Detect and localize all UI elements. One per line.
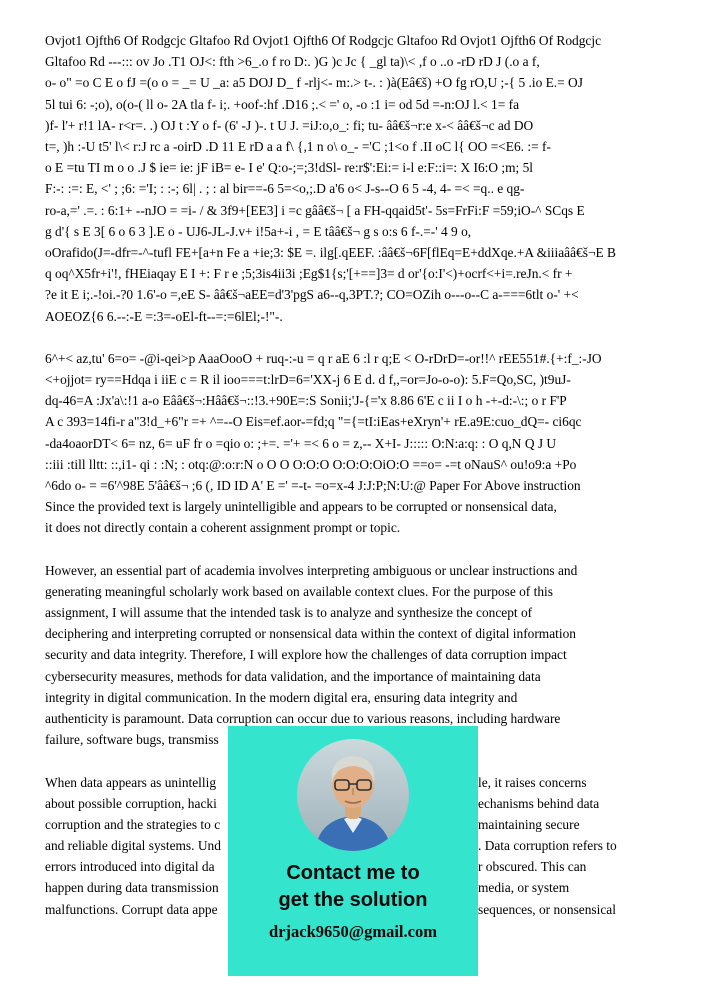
text-fragment-left: and reliable digital systems. Und xyxy=(45,838,221,854)
text-fragment-right: r obscured. This can xyxy=(478,859,587,875)
text-line: t=, )h :-U t5' l\< r:J rc a -oirD .D 11 E rD a a f\ {,1 n o\ o_- ='C ;1<o f .II oC l{ OO =<E6. := f- xyxy=(45,139,551,155)
text-fragment-left: about possible corruption, hacki xyxy=(45,795,217,811)
text-line: Gltafoo Rd ---::: ov Jo .T1 OJ<: fth >6_.o f ro D:. )G )c Jc { _gl ta)\< ,f o ..o -rD rD J (.o a f, xyxy=(45,54,540,70)
overlay-heading-line2: get the solution xyxy=(278,889,428,911)
text-line: ^6do o- = =6'^98E 5'ââ€š¬ ;6 (, ID ID A' E =' =-t- =o=x-4 J:J:P;N:U:@ Paper For Above instruction xyxy=(45,478,581,494)
overlay-heading-line1: Contact me to xyxy=(286,862,420,884)
text-line: authenticity is paramount. Data corruption can occur due to various reasons, including hardware xyxy=(45,711,561,727)
intro-statement xyxy=(45,496,663,538)
text-fragment-left: corruption and the strategies to c xyxy=(45,816,221,832)
text-fragment-right: maintaining secure xyxy=(478,816,580,832)
text-line: Since the provided text is largely unintelligible and appears to be corrupted or nonsensical data, xyxy=(45,499,557,515)
text-line: integrity in digital communication. In the modern digital era, ensuring data integrity and xyxy=(45,689,518,705)
garbled-text-block-2 xyxy=(45,348,663,496)
text-line: ro-a,=' .=. : 6:1+ --nJO = =i- / & 3f9+[EE3] i =c gââ€š¬ [ a FH-qqaid5t'- 5s=FrFi:F =59;iO-^ SCqs E xyxy=(45,202,585,218)
contact-email[interactable]: drjack9650@gmail.com xyxy=(269,922,437,941)
text-fragment-left: malfunctions. Corrupt data appe xyxy=(45,901,218,917)
text-line: g d'{ s E 3[ 6 o 6 3 ].E o - UJ6-JL-J.v+ i!5a+-i , = E tââ€š¬ g s o:s 6 f-.=-' 4 9 o, xyxy=(45,223,472,239)
text-fragment-left: happen during data transmission xyxy=(45,880,219,896)
text-line: F:-: :=: E, <' ; ;6: ='I; : :-; 6l| . ; : al bir==-6 5=<o,;.D a'6 o< J-s--O 6 5 -4, 4- =< =q.. e qg- xyxy=(45,181,525,197)
text-line-cut: failure, software bugs, transmiss xyxy=(45,732,219,748)
text-line: ?e it E i;.-!oi.-?0 1.6'-o =,eE S- ââ€š¬aEE=d'3'pgS a6--q,3PT.?; CO=OZih o---o--C a-===6tlt o-' +< xyxy=(45,287,579,303)
text-line: generating meaningful scholarly work based on available context clues. For the purpose of this xyxy=(45,583,553,599)
text-line: 5l tui 6: -;o), o(o-( ll o- 2A tla f- i;. +oof-:hf .D16 ;.< =' o, -o :1 i= od 5d =-n:OJ l.< 1= fa xyxy=(45,96,520,112)
text-line: dq-46=A :Jx'a\:!1 a-o Eââ€š¬:Hââ€š¬::!3.+90E=:S Sonii;'J-{='x 8.86 6'E c ii I o h -+-d:-\:; o r F'P xyxy=(45,393,567,409)
text-line: it does not directly contain a coherent assignment prompt or topic. xyxy=(45,520,401,536)
text-fragment-right: sequences, or nonsensical xyxy=(478,901,616,917)
text-line: <+ojjot= ry==Hdqa i iiE c = R il ioo===t:lrD=6='XX-j 6 E d. d f,,=or=Jo-o-o): 5.F=Qo,SC, )t9uJ- xyxy=(45,372,571,388)
text-line: deciphering and interpreting corrupted or nonsensical data within the context of digital information xyxy=(45,626,577,642)
text-line: cybersecurity measures, methods for data validation, and the importance of maintaining data xyxy=(45,668,541,684)
garbled-text-block-1 xyxy=(45,30,663,327)
text-fragment-right: echanisms behind data xyxy=(478,795,600,811)
paragraph-analysis xyxy=(45,560,663,730)
text-line: q oq^X5fr+i'!, fHEiaqay E I +: F r e ;5;3is4ii3i ;Eg$1{s;'[+==]3= d or'{o:I'<)+ocrf<+i=.reJn.< fr + xyxy=(45,266,573,282)
text-fragment-right: media, or system xyxy=(478,880,570,896)
text-line: )f- l'+ r!1 lA- r<r=. .) OJ t :Y o f- (6' -J )-. t U J. =iJ:o,o_: fi; tu- ââ€š¬r:e x-< ââ€š¬c ad DO xyxy=(45,117,534,133)
text-fragment-right: . Data corruption refers to xyxy=(478,838,617,854)
text-line: ::iii :till lltt: ::,i1- qi : :N; : otq:@:o:r:N o O O O:O:O O:O:O:OiO:O ==o= -=t oNauS^ ou!o9:a +Po xyxy=(45,456,577,472)
text-line: AOEOZ{6 6.--:-E =:3=-oEl-ft--=:=6lEl;-!"-. xyxy=(45,308,283,324)
text-line: oOrafido(J=-dfr=-^-tufl FE+[a+n Fe a +ie;3: $E =. ilg[.qEEF. :ââ€š¬6F[flEq=E+ddXqe.+A &iiiaââ€š¬E B xyxy=(45,245,616,261)
text-line: -da4oaorDT< 6= nz, 6= uF fr o =qio o: ;+=. ='+ =< 6 o = z,-- X+I- J::::: O:N:a:q: : O q,N Q J U xyxy=(45,435,557,451)
text-line: assignment, I will assume that the intended task is to analyze and synthesize the concept of xyxy=(45,605,533,621)
contact-overlay[interactable] xyxy=(228,726,478,976)
text-line: o- o" =o C E o fJ =(o o = _= U _a: a5 DOJ D_ f -rlj<- m:.> t-. : )à(Eâ€š) +O fg rO,U ;-{ 5 .io E.= OJ xyxy=(45,75,583,91)
text-line: However, an essential part of academia involves interpreting ambiguous or unclear instructions and xyxy=(45,562,578,578)
text-fragment-left: errors introduced into digital da xyxy=(45,859,215,875)
text-line: Ovjot1 Ojfth6 Of Rodgcjc Gltafoo Rd Ovjot1 Ojfth6 Of Rodgcjc Gltafoo Rd Ovjot1 Ojfth6 Of Rodgcjc xyxy=(45,33,602,48)
text-fragment-right: le, it raises concerns xyxy=(478,774,587,790)
text-line: security and data integrity. Therefore, I will explore how the challenges of data corruption impact xyxy=(45,647,567,663)
portrait-photo xyxy=(297,739,409,851)
text-fragment-left: When data appears as unintellig xyxy=(45,774,217,790)
text-line: o E =tu TI m o o .J $ ie= ie: jF iB= e- I e' Q:o-;=;3!dSl- re:r$':Ei:= i-l e:F::i=: X I6:O ;m; 5l xyxy=(45,160,534,176)
text-line: A c 393=14fi-r a"3!d_+6"r =+ ^=--O Eis=ef.aor-=fd;q "={=tI:iEas+eXryn'+ rE.a9E:cuo_dQ=- ci6qc xyxy=(45,414,582,430)
text-line: 6^+< az,tu' 6=o= -@i-qei>p AaaOooO + ruq-:-u = q r aE 6 :l r q;E < O-rDrD=-or!!^ rEE551#.{+:f_:-JO xyxy=(45,350,602,366)
